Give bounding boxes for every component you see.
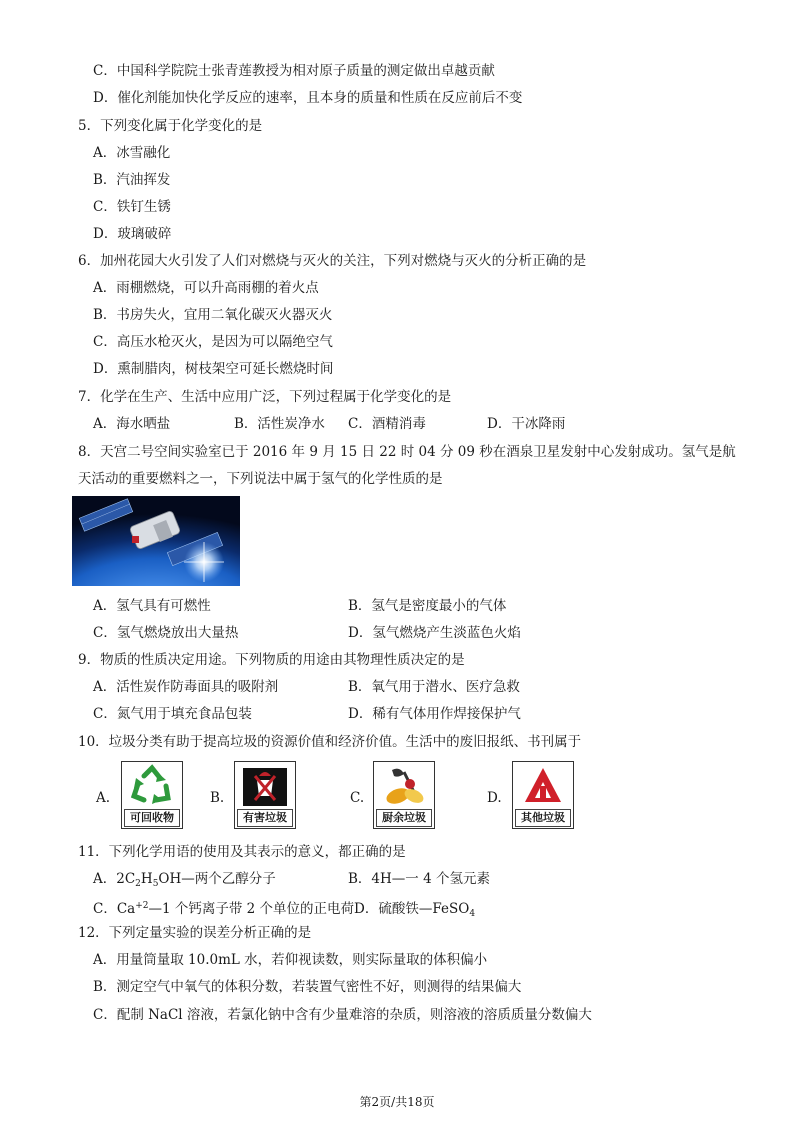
question-8-option-c: C．氢气燃烧放出大量热 [93,625,239,641]
question-9-option-b: B．氧气用于潜水、医疗急救 [348,679,520,695]
question-5-option-c: C．铁钉生锈 [93,199,171,215]
recycle-icon [122,762,182,810]
question-5-option-d: D．玻璃破碎 [93,226,172,242]
page-footer: 第2页/共18页 [359,1095,435,1109]
question-7-stem: 7．化学在生产、生活中应用广泛，下列过程属于化学变化的是 [78,389,452,405]
question-8-option-b: B．氢气是密度最小的气体 [348,598,507,614]
question-11-stem: 11．下列化学用语的使用及其表示的意义，都正确的是 [78,844,406,860]
question-7-option-a: A．海水晒盐 [93,416,171,432]
question-9-option-c: C．氮气用于填充食品包装 [93,706,252,722]
food-waste-icon [374,762,434,810]
bin-option-a-letter: A. [96,790,111,806]
other-waste-icon [513,762,573,810]
question-8-option-d: D．氢气燃烧产生淡蓝色火焰 [348,625,521,641]
question-11-option-a: A．$2C_2H_5OH—$两个乙醇分子 [93,871,276,889]
question-4-option-c: C．中国科学院院士张青莲教授为相对原子质量的测定做出卓越贡献 [93,63,495,79]
food-waste-bin-sign [373,761,435,829]
question-12-option-a: A．用量筒量取 10.0mL 水，若仰视读数，则实际量取的体积偏小 [93,952,488,968]
question-10-stem: 10．垃圾分类有助于提高垃圾的资源价值和经济价值。生活中的废旧报纸、书刊属于 [78,734,582,750]
question-9-option-d: D．稀有气体用作焊接保护气 [348,706,521,722]
recyclable-bin-sign [121,761,183,829]
question-4-option-d: D．催化剂能加快化学反应的速率，且本身的质量和性质在反应前后不变 [93,90,523,106]
question-5-stem: 5．下列变化属于化学变化的是 [78,118,263,134]
bin-option-b-letter: B. [210,790,225,806]
question-9-option-a: A．活性炭作防毒面具的吸附剂 [93,679,279,695]
question-8-stem-line-1: 8．天宫二号空间实验室已于 2016 年 9 月 15 日 22 时 04 分 09 秒在酒泉卫星发射中心发射成功。氢气是航 [78,444,736,460]
question-11-option-b: B．4H—一 4 个氢元素 [348,871,490,887]
question-12-option-b: B．测定空气中氧气的体积分数，若装置气密性不好，则测得的结果偏大 [93,979,522,995]
hazardous-icon [235,762,295,810]
question-9-stem: 9．物质的性质决定用途。下列物质的用途由其物理性质决定的是 [78,652,465,668]
question-8-stem-line-2: 天活动的重要燃料之一，下列说法中属于氢气的化学性质的是 [78,471,443,487]
question-5-option-b: B．汽油挥发 [93,172,171,188]
question-12-stem: 12．下列定量实验的误差分析正确的是 [78,925,312,941]
bin-label-other-waste: 其他垃圾 [515,809,571,827]
question-6-stem: 6．加州花园大火引发了人们对燃烧与灭火的关注，下列对燃烧与灭火的分析正确的是 [78,253,587,269]
question-6-option-a: A．雨棚燃烧，可以升高雨棚的着火点 [93,280,319,296]
question-12-option-c: C．配制 NaCl 溶液，若氯化钠中含有少量难溶的杂质，则溶液的溶质质量分数偏大 [93,1007,592,1023]
question-6-option-b: B．书房失火，宜用二氧化碳灭火器灭火 [93,307,333,323]
space-station-image [72,496,240,586]
question-7-option-c: C．酒精消毒 [348,416,426,432]
question-5-option-a: A．冰雪融化 [93,145,171,161]
hazardous-bin-sign [234,761,296,829]
question-7-option-d: D．干冰降雨 [487,416,566,432]
bin-option-c-letter: C. [350,790,365,806]
bin-label-recyclable: 可回收物 [124,809,180,827]
other-waste-bin-sign [512,761,574,829]
question-11-options-c-d: C．$Ca^{+2}—1$ 个钙离子带 2 个单位的正电荷D．硫酸铁—FeSO$_4$ [93,901,476,919]
bin-label-food-waste: 厨余垃圾 [376,809,432,827]
question-6-option-d: D．熏制腊肉，树枝架空可延长燃烧时间 [93,361,334,377]
question-7-option-b: B．活性炭净水 [234,416,325,432]
bin-option-d-letter: D. [487,790,502,806]
bin-label-hazardous: 有害垃圾 [237,809,293,827]
question-6-option-c: C．高压水枪灭火，是因为可以隔绝空气 [93,334,333,350]
question-8-option-a: A．氢气具有可燃性 [93,598,211,614]
